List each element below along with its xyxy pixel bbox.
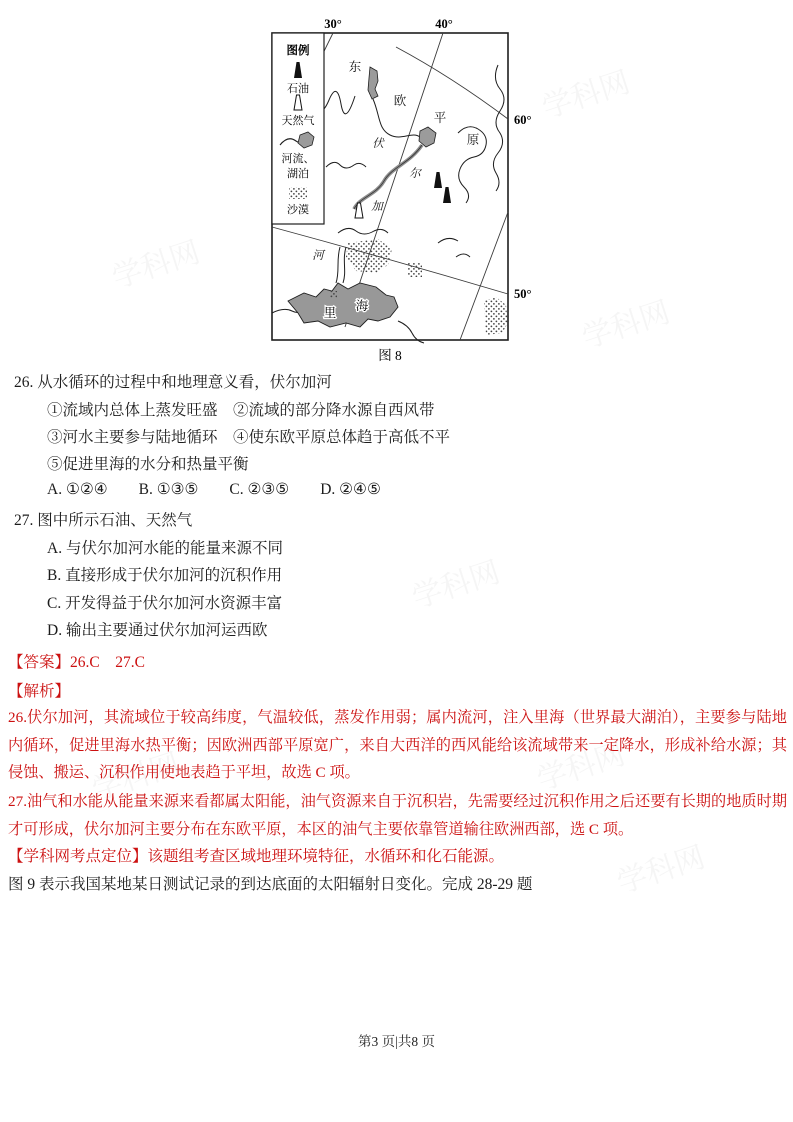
watermark: 学科网	[538, 65, 634, 125]
q26-option-a: A. ①②④	[47, 481, 108, 498]
legend-title: 图例	[286, 45, 310, 57]
map-svg	[260, 5, 560, 365]
watermark: 学科网	[613, 840, 709, 900]
map-char-yuan: 原	[466, 133, 480, 147]
watermark: 学科网	[408, 555, 504, 615]
legend-river-label-1: 河流、	[281, 153, 315, 165]
river-channel-right	[343, 247, 346, 283]
answer-values: 26.C 27.C	[70, 654, 145, 671]
watermark: 学科网	[578, 295, 674, 355]
q27-option-d: D. 输出主要通过伏尔加河运西欧	[47, 622, 268, 639]
answer-label: 【答案】	[8, 654, 71, 671]
analysis-label: 【解析】	[8, 683, 71, 700]
lat-label-60: 60°	[514, 113, 532, 127]
plain-name-chars	[349, 60, 480, 147]
legend-desert-icon	[289, 187, 307, 199]
desert-patch-small	[408, 263, 422, 277]
sea-char-li: 里	[323, 306, 337, 320]
figure-8-map	[260, 5, 560, 365]
legend-river-label-2: 湖泊	[287, 168, 309, 180]
q27-stem: 27. 图中所示石油、天然气	[14, 512, 193, 529]
legend-desert-label: 沙漠	[287, 204, 309, 216]
watermark: 学科网	[533, 737, 629, 797]
q26-items-row1: ①流域内总体上蒸发旺盛 ②流域的部分降水源自西风带	[47, 402, 435, 419]
map-char-ping: 平	[433, 111, 447, 125]
river-char-fu: 伏	[372, 138, 384, 150]
page-footer: 第3 页|共8 页	[358, 1034, 435, 1049]
desert-patch-southeast	[484, 297, 508, 335]
q26-option-b: B. ①③⑤	[138, 481, 199, 498]
river-char-he: 河	[312, 250, 324, 262]
q26-items-row2: ③河水主要参与陆地循环 ④使东欧平原总体趋于高低不平	[47, 429, 451, 446]
lake-middle	[419, 127, 436, 147]
oil-symbol	[443, 187, 451, 203]
desert-speck	[330, 291, 337, 298]
lat-label-50: 50°	[514, 287, 532, 301]
figure-caption: 图 8	[378, 348, 402, 363]
watermark: 学科网	[88, 747, 184, 807]
map-char-ou: 欧	[393, 94, 407, 108]
lake-north	[368, 67, 378, 99]
q27-option-c: C. 开发得益于伏尔加河水资源丰富	[47, 595, 283, 612]
desert-patch-center	[346, 239, 392, 273]
answer-line	[8, 650, 145, 672]
sea-char-hai: 海	[355, 299, 369, 313]
lon-label-30: 30°	[324, 17, 342, 31]
q27-option-a: A. 与伏尔加河水能的能量来源不同	[47, 540, 283, 557]
q26-stem: 26. 从水循环的过程中和地理意义看，伏尔加河	[14, 374, 332, 391]
map-char-dong: 东	[348, 60, 362, 74]
q26-options-row	[47, 480, 381, 499]
watermark: 学科网	[108, 235, 204, 295]
q26-items-row3: ⑤促进里海的水分和热量平衡	[47, 456, 249, 473]
keypoint-line: 【学科网考点定位】该题组考查区域地理环境特征，水循环和化石能源。	[8, 848, 505, 865]
river-char-jia: 加	[371, 201, 383, 213]
q26-option-c: C. ②③⑤	[229, 481, 290, 498]
analysis-27: 27.油气和水能从能量来源来看都属太阳能，油气资源来自于沉积岩，先需要经过沉积作用之后还要有长期的地质时期才可形成，伏尔加河主要分布在东欧平原，本区的油气主要依靠管道输往欧洲西部，选 C 项。	[8, 793, 787, 838]
river-channel-left	[336, 247, 340, 283]
next-section-intro: 图 9 表示我国某地某日测试记录的到达底面的太阳辐射日变化。完成 28-29 题	[8, 876, 533, 893]
q27-option-b: B. 直接形成于伏尔加河的沉积作用	[47, 567, 283, 584]
caspian-sea	[288, 283, 398, 327]
legend-oil-label: 石油	[287, 83, 309, 95]
river-char-er: 尔	[409, 168, 421, 180]
lon-label-40: 40°	[435, 17, 453, 31]
q26-option-d: D. ②④⑤	[320, 481, 381, 498]
analysis-26: 26.伏尔加河，其流域位于较高纬度，气温较低，蒸发作用弱；属内流河，注入里海（世界最大湖泊），主要参与陆地内循环，促进里海水热平衡；因欧洲西部平原宽广，来自大西洋的西风能给该流域带来一定降水，形成补给水源；其侵蚀、搬运、沉积作用使地表趋于平坦，故选 C 项。	[8, 709, 787, 782]
legend-gas-label: 天然气	[281, 115, 315, 127]
oil-symbol	[434, 172, 442, 188]
